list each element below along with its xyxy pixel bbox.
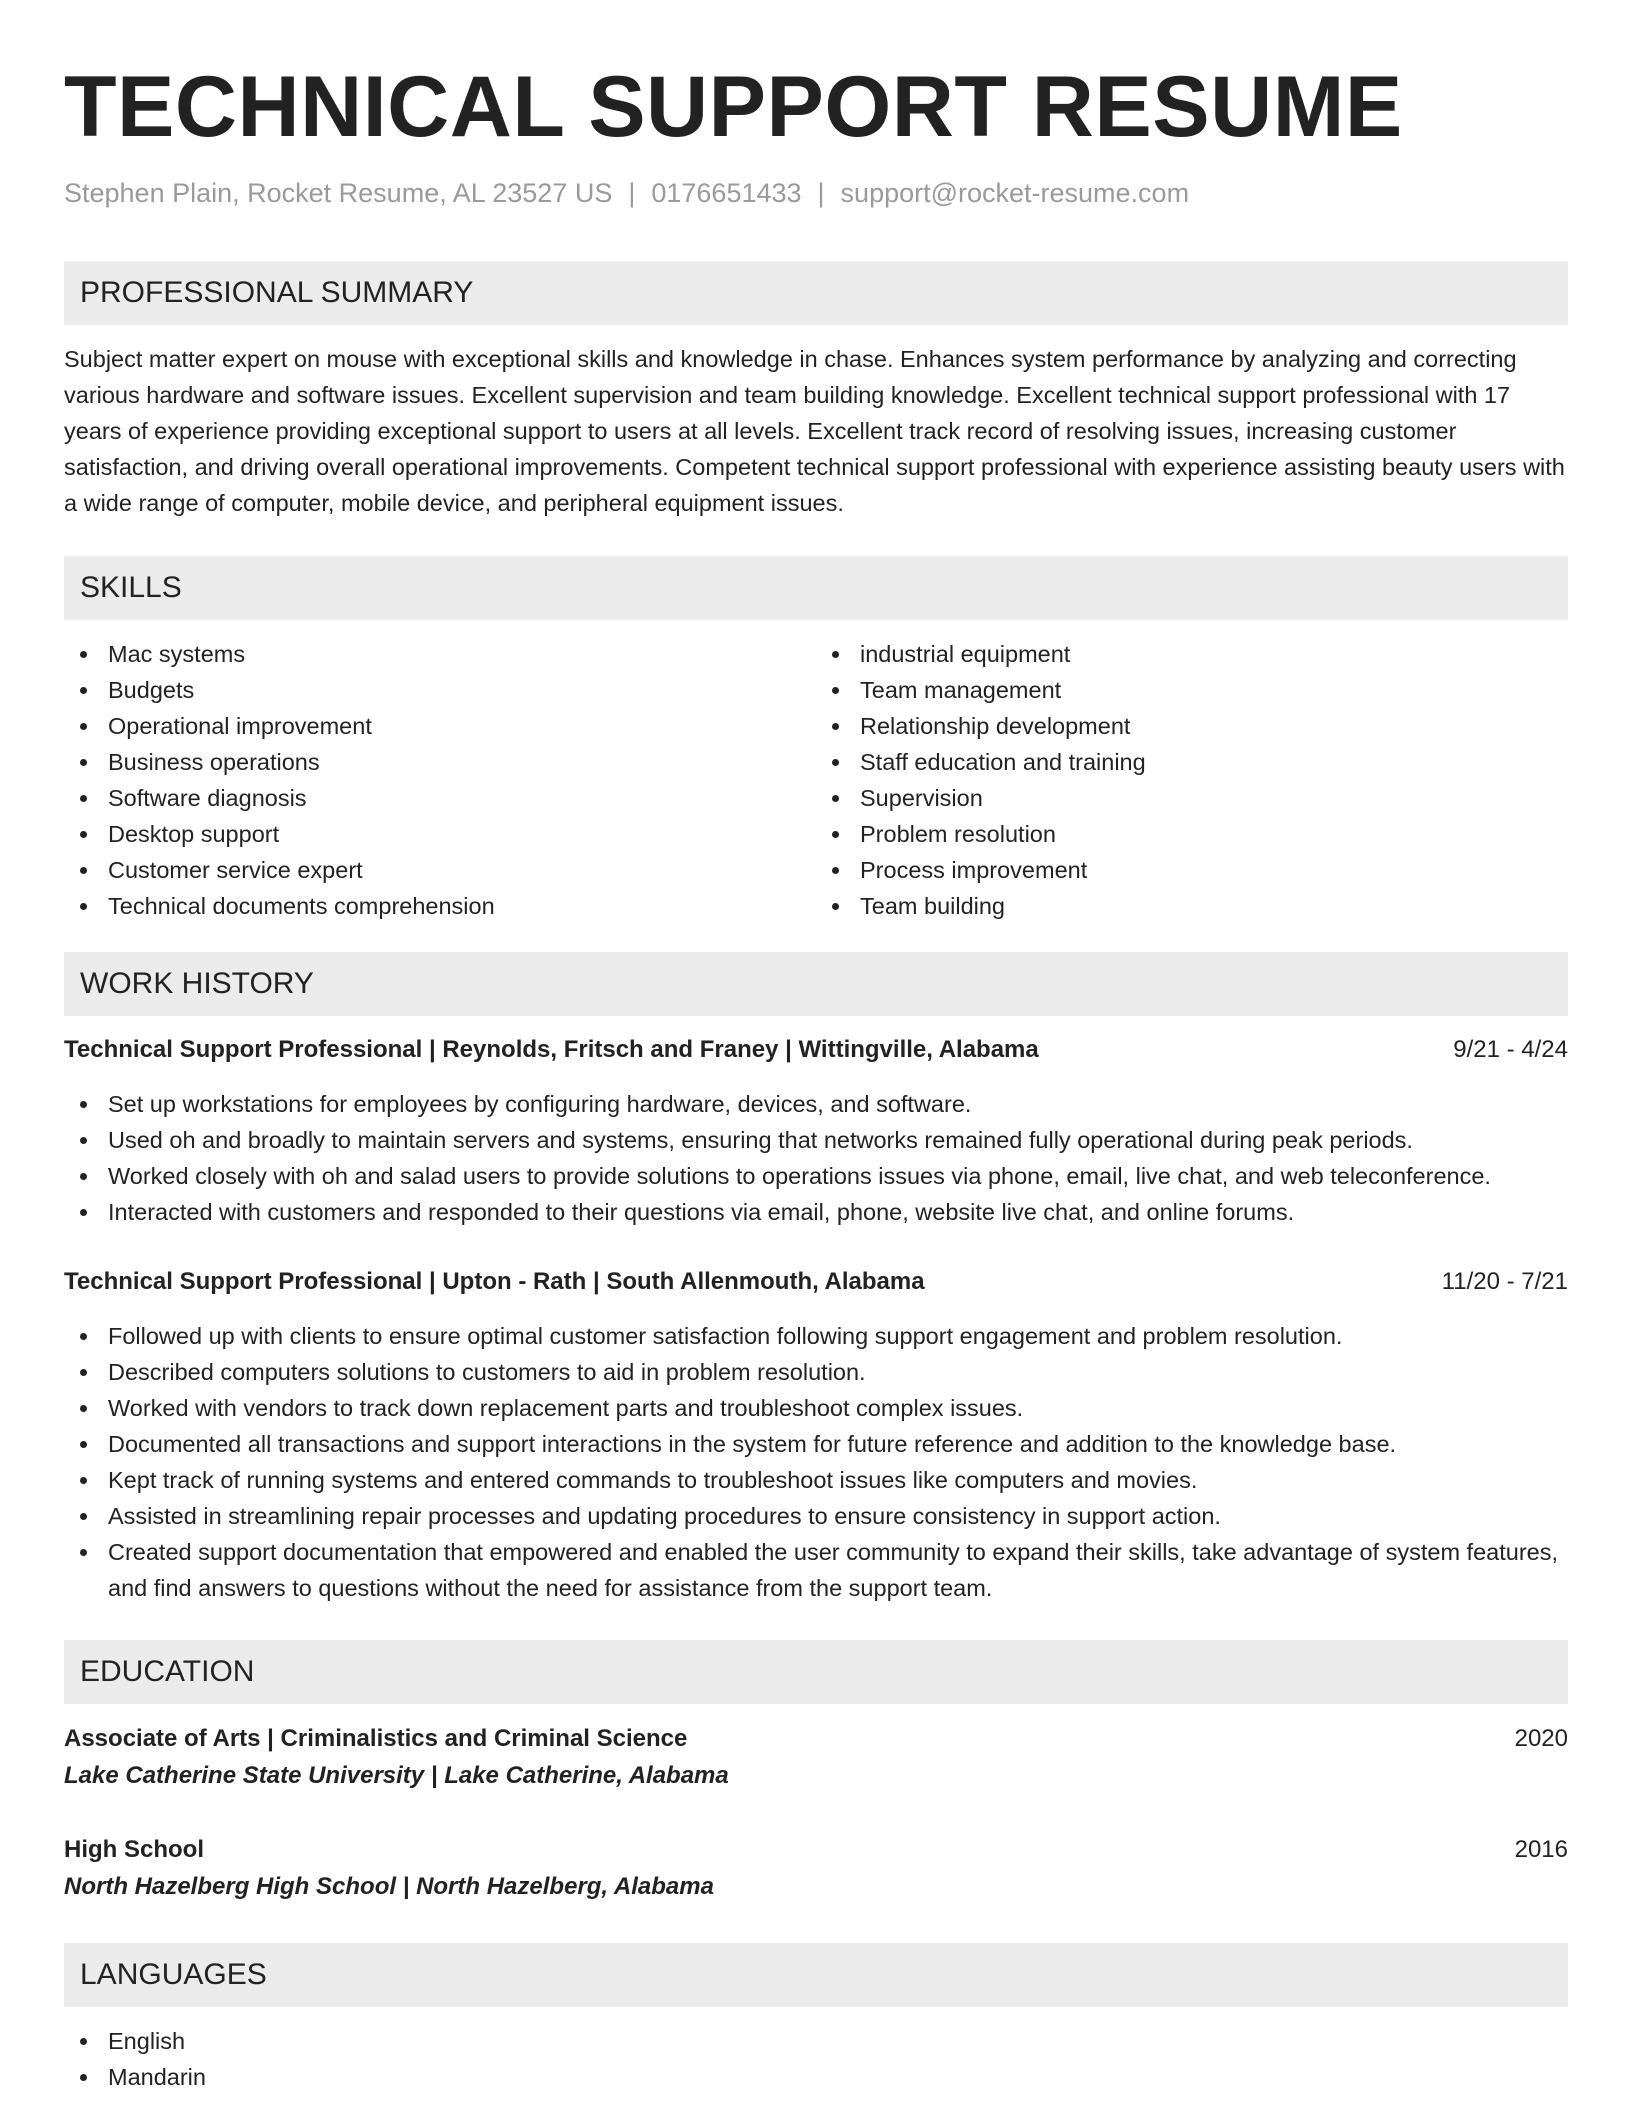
skill-label: Supervision [860, 785, 983, 811]
job-bullet [64, 1158, 1568, 1194]
skill-label: Operational improvement [108, 713, 372, 739]
bullet-icon [80, 795, 87, 802]
job-bullet [64, 1390, 1568, 1426]
bullet-icon [80, 1513, 87, 1520]
resume-title: TECHNICAL SUPPORT RESUME [64, 59, 1403, 155]
bullet-icon [832, 903, 839, 910]
language-label: Mandarin [108, 2064, 206, 2090]
bullet-icon [80, 867, 87, 874]
education-details [64, 1832, 714, 1905]
education-entry [64, 1721, 1568, 1794]
skill-item [816, 816, 1568, 852]
skill-item [64, 708, 816, 744]
bullet-icon [80, 1101, 87, 1108]
section-header-skills: SKILLS [64, 556, 1568, 620]
section-header-work-history: WORK HISTORY [64, 952, 1568, 1016]
skill-label: Process improvement [860, 857, 1088, 883]
skill-label: Budgets [108, 677, 195, 703]
bullet-icon [832, 759, 839, 766]
language-item [64, 2023, 1568, 2059]
skill-item [816, 852, 1568, 888]
job-bullet-text: Worked with vendors to track down replacement parts and troubleshoot complex issues. [108, 1395, 1024, 1421]
section-header-languages: LANGUAGES [64, 1943, 1568, 2007]
job-bullet-text: Worked closely with oh and salad users to provide solutions to operations issues via phone, email, live chat, and web teleconference. [108, 1163, 1491, 1189]
bullet-icon [832, 831, 839, 838]
skill-item [816, 780, 1568, 816]
job-bullet-text: Documented all transactions and support interactions in the system for future reference and addition to the knowledge base. [108, 1431, 1397, 1457]
job-header [64, 1264, 1568, 1300]
skill-label: Staff education and training [860, 749, 1146, 775]
section-header-summary: PROFESSIONAL SUMMARY [64, 261, 1568, 325]
skills-column-right [816, 636, 1568, 924]
bullet-icon [80, 687, 87, 694]
skill-item [816, 636, 1568, 672]
contact-line [64, 178, 1568, 209]
job-bullet-text: Kept track of running systems and entered commands to troubleshoot issues like computers and movies. [108, 1467, 1198, 1493]
bullet-icon [80, 2038, 87, 2045]
job-title: Technical Support Professional | Upton - Rath | South Allenmouth, Alabama [64, 1268, 925, 1295]
skill-label: Relationship development [860, 713, 1131, 739]
job-bullet-text: Described computers solutions to customers to aid in problem resolution. [108, 1359, 866, 1385]
bullet-icon [80, 1333, 87, 1340]
job-bullets [64, 1086, 1568, 1230]
skill-label: Customer service expert [108, 857, 363, 883]
bullet-icon [80, 1173, 87, 1180]
skill-item [64, 636, 816, 672]
skill-label: Team building [860, 893, 1006, 919]
bullet-icon [80, 2074, 87, 2081]
skills-column-left [64, 636, 816, 924]
job-bullet-text: Interacted with customers and responded to their questions via email, phone, website live chat, and online forums. [108, 1199, 1295, 1225]
skill-label: Business operations [108, 749, 320, 775]
job-bullet [64, 1498, 1568, 1534]
bullet-icon [80, 1441, 87, 1448]
job-bullet-text: Assisted in streamlining repair processes and updating procedures to ensure consistency in support action. [108, 1503, 1221, 1529]
job-bullet [64, 1354, 1568, 1390]
skill-label: Software diagnosis [108, 785, 307, 811]
bullet-icon [80, 903, 87, 910]
skill-label: Technical documents comprehension [108, 893, 495, 919]
bullet-icon [80, 1209, 87, 1216]
contact-email: support@rocket-resume.com [840, 178, 1190, 208]
job-dates: 11/20 - 7/21 [1441, 1268, 1568, 1295]
language-label: English [108, 2028, 186, 2054]
language-item [64, 2059, 1568, 2095]
bullet-icon [832, 723, 839, 730]
skill-item [64, 888, 816, 924]
bullet-icon [80, 759, 87, 766]
bullet-icon [80, 1369, 87, 1376]
job-bullet [64, 1122, 1568, 1158]
education-degree: High School [64, 1836, 204, 1863]
education-details [64, 1721, 729, 1794]
languages-list [64, 2023, 1568, 2095]
skill-label: Mac systems [108, 641, 246, 667]
contact-separator: | [817, 178, 825, 208]
skill-label: Team management [860, 677, 1062, 703]
education-year: 2020 [1514, 1725, 1568, 1752]
education-year: 2016 [1514, 1836, 1568, 1863]
job-bullets [64, 1318, 1568, 1606]
education-school: North Hazelberg High School | North Hazelberg, Alabama [64, 1873, 714, 1900]
skills-grid [64, 636, 1568, 924]
job-header [64, 1032, 1568, 1068]
bullet-icon [80, 1137, 87, 1144]
bullet-icon [832, 867, 839, 874]
job-bullet-text: Used oh and broadly to maintain servers and systems, ensuring that networks remained fully operational during peak periods. [108, 1127, 1413, 1153]
education-degree: Associate of Arts | Criminalistics and Criminal Science [64, 1725, 688, 1752]
job-bullet-text: Followed up with clients to ensure optimal customer satisfaction following support engagement and problem resolution. [108, 1323, 1343, 1349]
bullet-icon [832, 687, 839, 694]
contact-separator: | [628, 178, 636, 208]
skill-label: industrial equipment [860, 641, 1071, 667]
skill-item [816, 888, 1568, 924]
skill-item [64, 672, 816, 708]
bullet-icon [80, 1477, 87, 1484]
section-header-education: EDUCATION [64, 1640, 1568, 1704]
job-bullet-text: Created support documentation that empowered and enabled the user community to expand their skills, take advantage of system features, and find answers to questions without the need for assistance from the support team. [108, 1539, 1559, 1601]
job-bullet [64, 1194, 1568, 1230]
skill-label: Problem resolution [860, 821, 1056, 847]
contact-address: Stephen Plain, Rocket Resume, AL 23527 US [64, 178, 613, 208]
bullet-icon [832, 651, 839, 658]
contact-phone: 0176651433 [651, 178, 802, 208]
summary-text: Subject matter expert on mouse with exceptional skills and knowledge in chase. Enhances system performance by analyzing and correcting various hardware and software issues. Excellent supervision and team building knowledge. Excellent technical support professional with 17 years of experience providing exceptional support to users at all levels. Excellent track record of resolving issues, increasing customer satisfaction, and driving overall operational improvements. Competent technical support professional with experience assisting beauty users with a wide range of computer, mobile device, and peripheral equipment issues. [64, 346, 1565, 516]
skill-item [64, 852, 816, 888]
bullet-icon [832, 795, 839, 802]
bullet-icon [80, 1549, 87, 1556]
bullet-icon [80, 831, 87, 838]
education-entry [64, 1832, 1568, 1905]
job-bullet [64, 1318, 1568, 1354]
skill-item [816, 744, 1568, 780]
skill-item [816, 672, 1568, 708]
skill-item [64, 780, 816, 816]
bullet-icon [80, 723, 87, 730]
skill-item [816, 708, 1568, 744]
skill-label: Desktop support [108, 821, 280, 847]
skill-item [64, 816, 816, 852]
job-title: Technical Support Professional | Reynolds, Fritsch and Franey | Wittingville, Alabama [64, 1036, 1039, 1063]
job-bullet [64, 1426, 1568, 1462]
skill-item [64, 744, 816, 780]
job-bullet [64, 1534, 1568, 1606]
job-dates: 9/21 - 4/24 [1453, 1036, 1568, 1063]
job-bullet [64, 1462, 1568, 1498]
job-bullet-text: Set up workstations for employees by configuring hardware, devices, and software. [108, 1091, 972, 1117]
job-bullet [64, 1086, 1568, 1122]
bullet-icon [80, 651, 87, 658]
education-school: Lake Catherine State University | Lake Catherine, Alabama [64, 1762, 729, 1789]
bullet-icon [80, 1405, 87, 1412]
